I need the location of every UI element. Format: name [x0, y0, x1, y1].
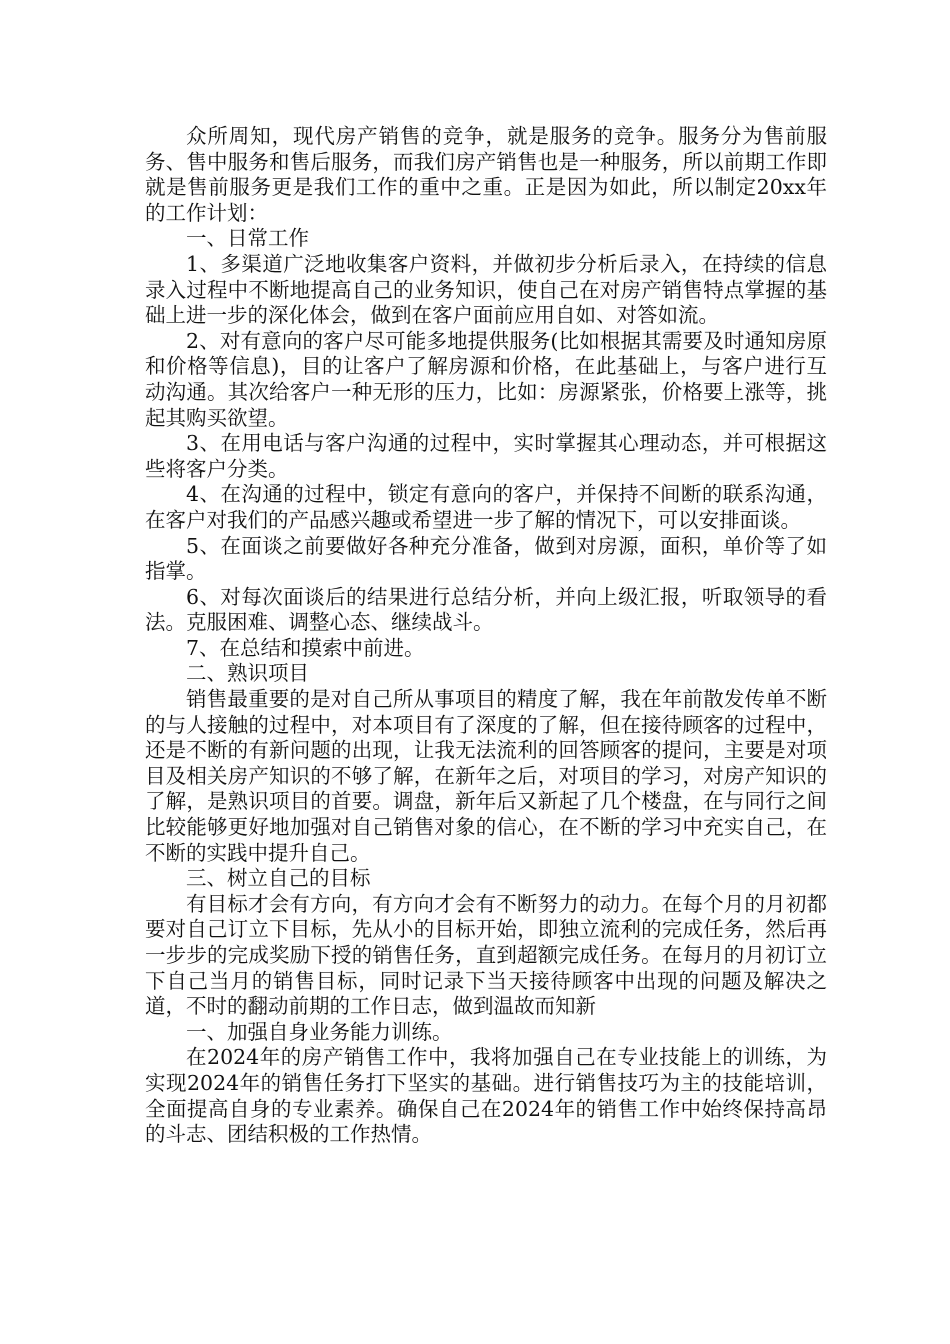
list-item: 5、在面谈之前要做好各种充分准备，做到对房源，面积，单价等了如指掌。: [145, 533, 827, 584]
list-item: 6、对每次面谈后的结果进行总结分析，并向上级汇报，听取领导的看法。克服困难、调整心态、继续战斗。: [145, 584, 827, 635]
section-heading-daily-work: 一、日常工作: [186, 226, 309, 251]
body-paragraph: 在2024年的房产销售工作中，我将加强自己在专业技能上的训练，为实现2024年的销售任务打下坚实的基础。进行销售技巧为主的技能培训，全面提高自身的专业素养。确保自己在2024年的销售工作中始终保持高昂的斗志、团结积极的工作热情。: [145, 1045, 827, 1147]
document-body: [145, 124, 827, 1148]
list-item: 7、在总结和摸索中前进。: [186, 635, 425, 660]
section-heading-skill-training: 一、加强自身业务能力训练。: [186, 1019, 453, 1044]
list-item: 4、在沟通的过程中，锁定有意向的客户，并保持不间断的联系沟通，在客户对我们的产品感兴趣或希望进一步了解的情况下，可以安排面谈。: [145, 482, 827, 532]
body-paragraph: 销售最重要的是对自己所从事项目的精度了解，我在年前散发传单不断的与人接触的过程中，对本项目有了深度的了解，但在接待顾客的过程中，还是不断的有新问题的出现，让我无法流利的回答顾客的提问，主要是对项目及相关房产知识的不够了解，在新年之后，对项目的学习，对房产知识的了解，是熟识项目的首要。调盘，新年后又新起了几个楼盘，在与同行之间比较能够更好地加强对自己销售对象的信心，在不断的学习中充实自己，在不断的实践中提升自己。: [145, 687, 827, 865]
list-item: 3、在用电话与客户沟通的过程中，实时掌握其心理动态，并可根据这些将客户分类。: [145, 431, 827, 481]
section-heading-set-goals: 三、树立自己的目标: [186, 866, 371, 891]
intro-paragraph: 众所周知，现代房产销售的竞争，就是服务的竞争。服务分为售前服务、售中服务和售后服务，而我们房产销售也是一种服务，所以前期工作即就是售前服务更是我们工作的重中之重。正是因为如此，所以制定20xx年的工作计划：: [145, 124, 827, 225]
section-heading-know-project: 二、熟识项目: [186, 661, 309, 686]
list-item: 2、对有意向的客户尽可能多地提供服务(比如根据其需要及时通知房原和价格等信息)，目的让客户了解房源和价格，在此基础上，与客户进行互动沟通。其次给客户一种无形的压力，比如：房源紧张，价格要上涨等，挑起其购买欲望。: [145, 328, 827, 430]
list-item: 1、多渠道广泛地收集客户资料，并做初步分析后录入，在持续的信息录入过程中不断地提高自己的业务知识，使自己在对房产销售特点掌握的基础上进一步的深化体会，做到在客户面前应用自如、对答如流。: [145, 251, 827, 328]
body-paragraph: 有目标才会有方向，有方向才会有不断努力的动力。在每个月的月初都要对自己订立下目标，先从小的目标开始，即独立流利的完成任务，然后再一步步的完成奖励下授的销售任务，直到超额完成任务。在每月的月初订立下自己当月的销售目标，同时记录下当天接待顾客中出现的问题及解决之道，不时的翻动前期的工作日志，做到温故而知新: [145, 891, 827, 1019]
